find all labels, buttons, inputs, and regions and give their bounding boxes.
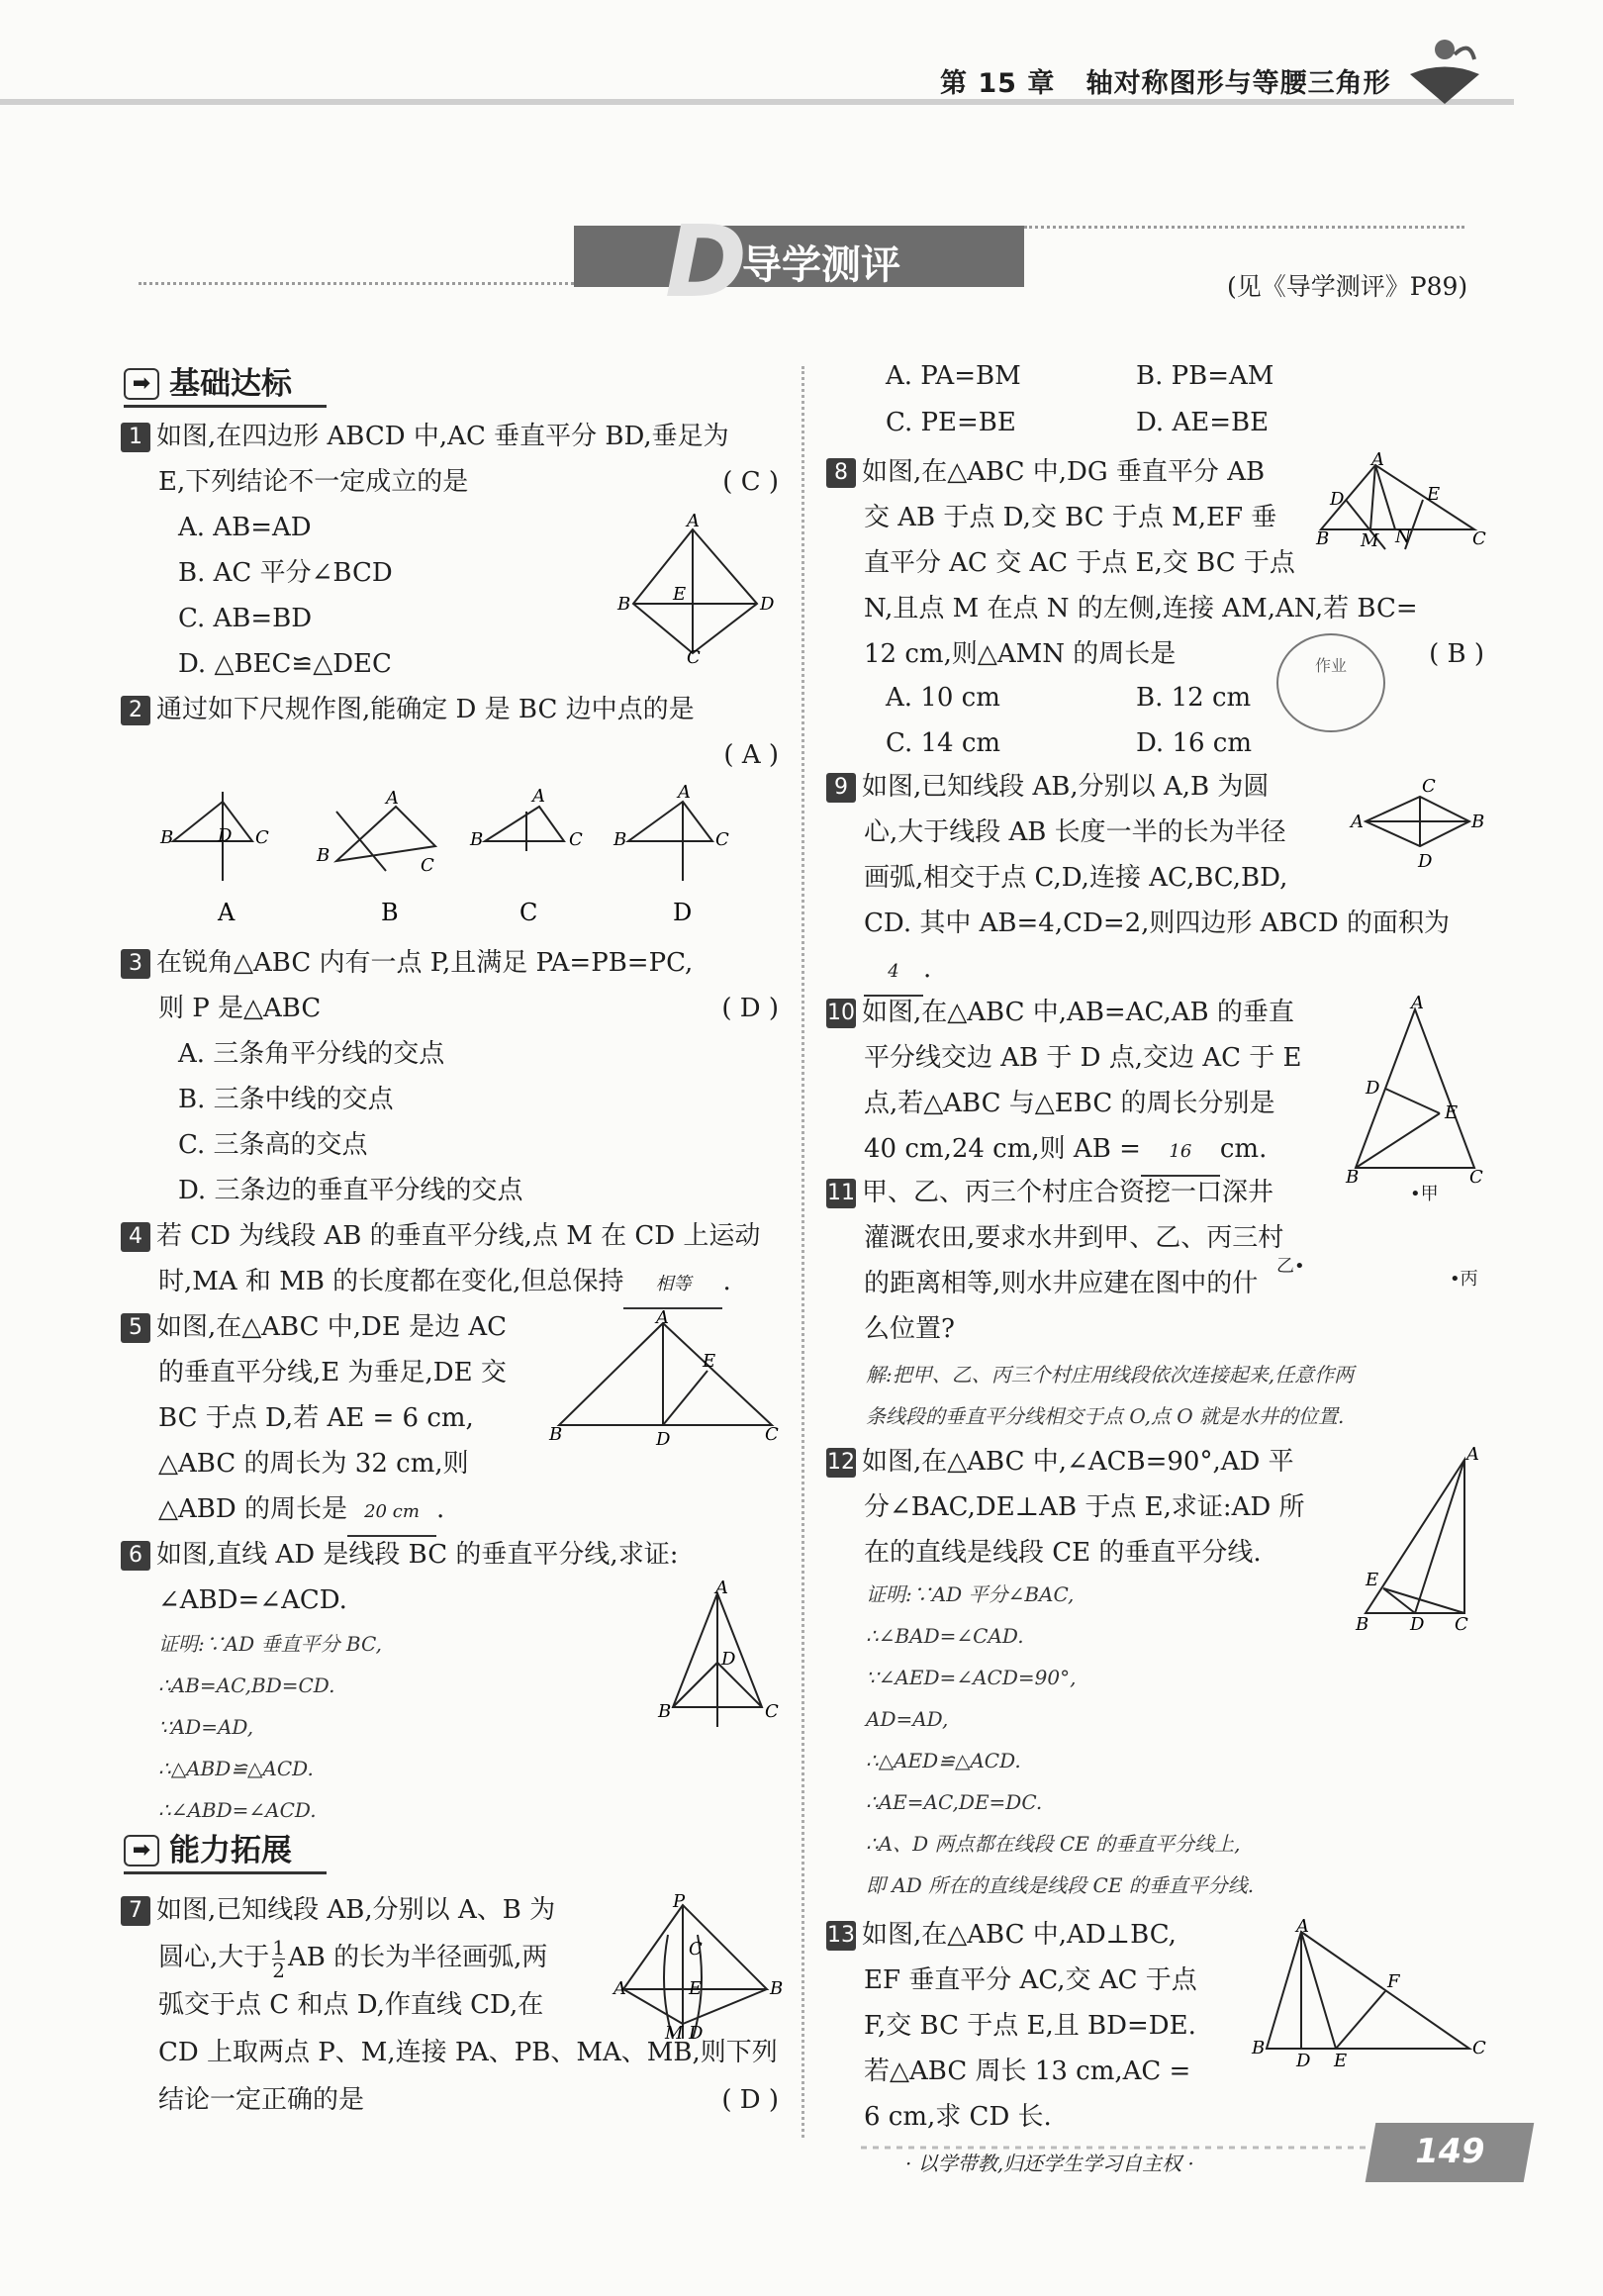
figure-q6 (658, 1578, 779, 1732)
svg-text:D: D (656, 1429, 671, 1450)
svg-text:E: E (689, 1978, 703, 1999)
svg-text:D: D (218, 825, 233, 846)
section-ability: ➡ 能力拓展 (124, 1831, 327, 1874)
svg-text:A: A (678, 782, 691, 803)
banner-rule-right (1024, 226, 1464, 229)
q7-option-b: B. PB=AM (1136, 361, 1274, 391)
svg-text:C: C (255, 827, 269, 848)
option-label: A (218, 899, 236, 926)
svg-text:D: D (1366, 1078, 1380, 1099)
q8-option-a: A. 10 cm (886, 683, 1000, 713)
question-6: 6 如图,直线 AD 是线段 BC 的垂直平分线,求证: ∠ABD=∠ACD. (121, 1532, 784, 1623)
question-3: 3 在锐角△ABC 内有一点 P,且满足 PA=PB=PC, 则 P 是△ABC ( D ) A. 三条角平分线的交点 B. 三条中线的交点 C. 三条高的交点 D. 三条边的垂直平分线的交点 (121, 940, 779, 1213)
svg-text:B: B (613, 829, 627, 850)
svg-text:A: A (532, 786, 545, 807)
question-12: 12 如图,在△ABC 中,∠ACB=90°,AD 平 分∠BAC,DE⊥AB 于点 E,求证:AD 所 在的直线是线段 CE 的垂直平分线. (827, 1447, 1305, 1568)
q7-option-a: A. PA=BM (886, 361, 1021, 391)
svg-text:C: C (1472, 2038, 1486, 2058)
arrow-icon: ➡ (124, 368, 159, 400)
question-8: 8 如图,在△ABC 中,DG 垂直平分 AB 交 AB 于点 D,交 BC 于点 M,EF 垂 直平分 AC 交 AC 于点 E,交 BC 于点 N,且点 M 在点 N 的左侧,连接 AM,AN,若 BC= 12 cm,则△AMN 的周长是 ( B ) (826, 449, 1484, 677)
svg-text:C: C (765, 1701, 779, 1722)
svg-text:C: C (1422, 776, 1436, 797)
svg-text:B: B (470, 829, 484, 850)
svg-text:A: A (1371, 449, 1384, 470)
figure-q2 (158, 782, 752, 940)
figure-q13 (1247, 1916, 1486, 2071)
svg-text:D: D (1410, 1614, 1425, 1635)
svg-text:M: M (1361, 530, 1379, 551)
question-2: 2 通过如下尺规作图,能确定 D 是 BC 边中点的是 ( A ) (121, 687, 779, 778)
svg-text:D: D (1418, 851, 1433, 872)
village-jia: •甲 (1410, 1184, 1439, 1204)
svg-text:B: B (1316, 528, 1330, 549)
svg-text:M: M (665, 2023, 684, 2044)
footer-band (0, 2108, 1603, 2177)
question-7: 7 如图,已知线段 AB,分别以 A、B 为 圆心,大于 $\frac{1}{2}$ AB 的长为半径画弧,两 弧交于点 C 和点 D,作直线 CD,在 CD 上取两点 P、M,连接 PA、PB、MA、MB,则下列 结论一定正确的是 ( D ) (121, 1886, 779, 2124)
banner-rule-left (139, 282, 574, 285)
svg-text:N: N (1395, 526, 1411, 547)
village-yi: 乙• (1276, 1256, 1305, 1277)
svg-text:A: A (1411, 993, 1424, 1013)
svg-text:B: B (1252, 2038, 1266, 2058)
question-13: 13 如图,在△ABC 中,AD⊥BC, EF 垂直平分 AC,交 AC 于点 F,交 BC 于点 E,且 BD=DE. 若△ABC 周长 13 cm,AC = 6 cm,求 CD 长. (827, 1920, 1197, 2132)
page-number: 149 (1366, 2123, 1535, 2182)
svg-text:C: C (1472, 528, 1486, 549)
figure-q7 (613, 1891, 784, 2044)
svg-text:C: C (689, 1939, 703, 1960)
svg-text:B: B (317, 845, 330, 866)
svg-text:B: B (770, 1978, 784, 1999)
svg-text:B: B (1346, 1167, 1360, 1188)
svg-text:A: A (613, 1978, 626, 1999)
svg-text:E: E (673, 584, 687, 605)
village-bing: •丙 (1450, 1269, 1478, 1290)
svg-text:C: C (1455, 1614, 1468, 1635)
svg-text:C: C (569, 829, 583, 850)
figure-q8 (1316, 449, 1486, 554)
option-label: D (673, 899, 693, 926)
banner-title: 导学测评 (742, 242, 900, 288)
q8-option-c: C. 14 cm (886, 728, 1001, 758)
section-banner (574, 204, 1024, 320)
question-10: 10 如图,在△ABC 中,AB=AC,AB 的垂直 平分线交边 AB 于 D 点,交边 AC 于 E 点,若△ABC 与△EBC 的周长分别是 40 cm,24 cm,则 AB = 16 cm. (826, 990, 1321, 1177)
figure-q12 (1356, 1445, 1484, 1633)
arrow-icon: ➡ (124, 1835, 159, 1866)
svg-text:A: A (656, 1307, 669, 1328)
solution-6: 证明:∵AD 垂直平分 BC, ∴AB=AC,BD=CD. ∵AD=AD, ∴△ABD≌△ACD. ∴∠ABD=∠ACD. (158, 1632, 382, 1822)
svg-text:B: B (549, 1424, 563, 1445)
svg-text:E: E (1445, 1102, 1459, 1123)
q7-option-d: D. AE=BE (1136, 408, 1270, 437)
svg-text:A: A (715, 1578, 728, 1598)
svg-text:D: D (760, 594, 775, 615)
svg-text:B: B (160, 827, 174, 848)
footer-motto: · 以学带教,归还学生学习自主权 · (905, 2152, 1194, 2175)
svg-text:C: C (421, 855, 434, 876)
svg-text:C: C (715, 829, 729, 850)
svg-text:F: F (1387, 1971, 1400, 1992)
figure-q10 (1346, 993, 1484, 1188)
svg-text:C: C (1469, 1167, 1483, 1188)
svg-text:E: E (703, 1351, 716, 1372)
question-4: 4 若 CD 为线段 AB 的垂直平分线,点 M 在 CD 上运动 时,MA 和 MB 的长度都在变化,但总保持 相等 . (121, 1213, 779, 1309)
section-basic: ➡ 基础达标 (124, 364, 327, 408)
solution-12: 证明:∵AD 平分∠BAC, ∴∠BAD=∠CAD. ∵∠AED=∠ACD=90°, AD=AD, ∴△AED≌△ACD. ∴AE=AC,DE=DC. ∴A、D 两点都在线段 CE 的垂直平分线上, 即 AD 所在的直线是线段 CE 的垂直平分线. (866, 1582, 1255, 1897)
svg-text:A: A (1351, 812, 1364, 832)
option-label: B (381, 899, 399, 926)
svg-text:B: B (617, 594, 631, 615)
chapter-header: 第 15 章 轴对称图形与等腰三角形 (940, 68, 1391, 99)
svg-text:A: A (1296, 1916, 1309, 1937)
solution-11: 解:把甲、乙、丙三个村庄用线段依次连接起来,任意作两 条线段的垂直平分线相交于点 O,点 O 就是水井的位置. (866, 1363, 1355, 1428)
column-divider (802, 366, 804, 2138)
svg-text:E: E (1427, 484, 1441, 505)
svg-text:A: A (386, 788, 399, 809)
svg-text:E: E (1334, 2051, 1348, 2071)
q8-option-d: D. 16 cm (1136, 728, 1253, 758)
figure-q1 (604, 511, 782, 668)
q7-option-c: C. PE=BE (886, 408, 1016, 437)
svg-text:A: A (687, 511, 700, 531)
homework-stamp: 作业 (1276, 633, 1385, 732)
figure-q5 (549, 1307, 782, 1450)
svg-text:E: E (1366, 1570, 1379, 1590)
svg-text:B: B (1471, 812, 1485, 832)
svg-text:D: D (689, 2023, 704, 2044)
svg-text:C: C (687, 647, 701, 668)
svg-text:D: D (1296, 2051, 1311, 2071)
book-logo-icon (1405, 30, 1484, 109)
question-11: 11 甲、乙、丙三个村庄合资挖一口深井 灌溉农田,要求水井到甲、乙、丙三村 的距离相等,则水井应建在图中的什 么位置? (827, 1178, 1284, 1344)
question-5: 5 如图,在△ABC 中,DE 是边 AC 的垂直平分线,E 为垂足,DE 交 BC 于点 D,若 AE = 6 cm, △ABC 的周长为 32 cm,则 △ABD 的周长是 20 cm . (121, 1304, 566, 1537)
banner-letter: D (665, 204, 748, 320)
figure-q9 (1351, 772, 1484, 871)
svg-text:A: A (1466, 1444, 1479, 1465)
svg-text:P: P (673, 1891, 686, 1912)
q8-option-b: B. 12 cm (1136, 683, 1252, 713)
svg-text:D: D (1330, 489, 1345, 510)
svg-text:B: B (658, 1701, 672, 1722)
svg-text:B: B (1356, 1614, 1369, 1635)
reference-note: (见《导学测评》P89) (1227, 272, 1468, 301)
question-9: 9 如图,已知线段 AB,分别以 A,B 为圆 心,大于线段 AB 长度一半的长为半径 画弧,相交于点 C,D,连接 AC,BC,BD, CD. 其中 AB=4,CD=2,则四边形 ABCD 的面积为 4 . (826, 764, 1484, 997)
question-1: 1 如图,在四边形 ABCD 中,AC 垂直平分 BD,垂足为 E,下列结论不一定成立的是 ( C ) A. AB=AD B. AC 平分∠BCD C. AB=BD D. △BEC≌△DEC (121, 414, 779, 687)
svg-text:C: C (765, 1424, 779, 1445)
svg-text:D: D (721, 1649, 736, 1670)
option-label: C (519, 899, 538, 926)
